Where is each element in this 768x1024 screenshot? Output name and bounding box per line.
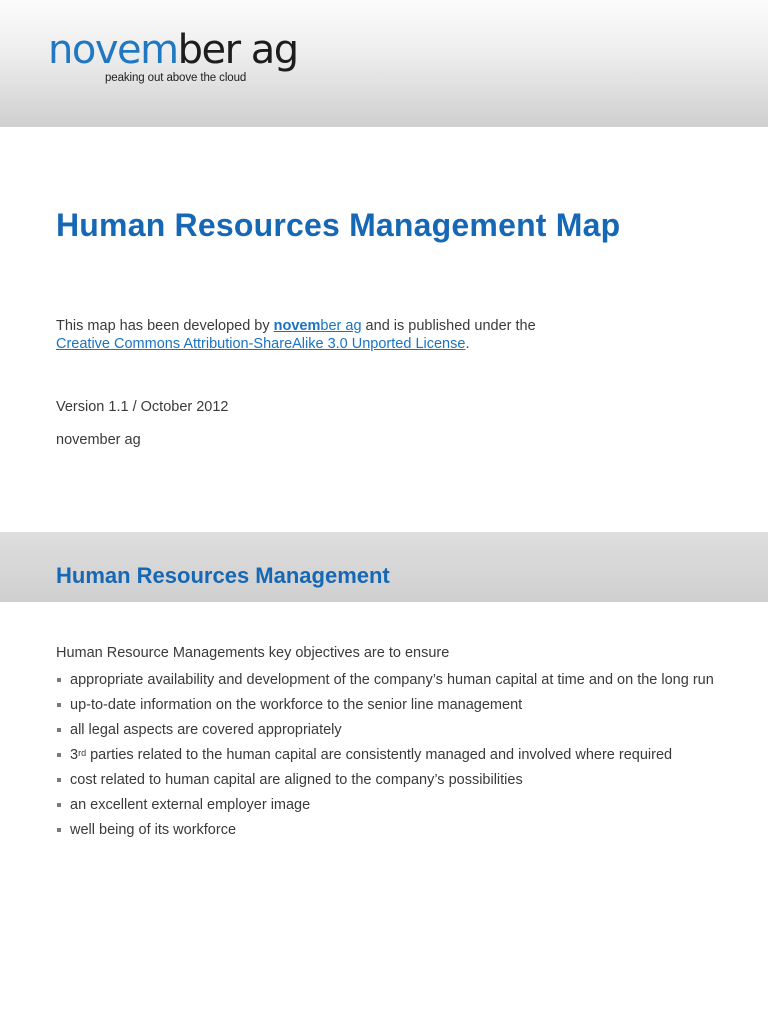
intro-paragraph — [56, 317, 736, 353]
section-title: Human Resources Management — [56, 563, 390, 588]
section-lead: Human Resource Managements key objectives are to ensure — [56, 645, 450, 661]
logo-wordmark — [48, 27, 298, 73]
list-item — [56, 671, 746, 689]
header-banner — [0, 0, 768, 127]
intro-suffix: and is published under the — [361, 318, 536, 334]
november-ag-link-rest: ber ag — [320, 318, 362, 334]
list-item-text: all legal aspects are covered appropriately — [70, 722, 342, 738]
list-item — [56, 721, 746, 739]
list-item — [56, 821, 746, 839]
list-item-text: cost related to human capital are aligned to the company’s possibilities — [70, 772, 523, 788]
list-item — [56, 746, 746, 764]
list-item — [56, 771, 746, 789]
intro-line-2 — [56, 335, 736, 353]
version-text: Version 1.1 / October 2012 — [56, 399, 229, 415]
list-item-text: well being of its workforce — [70, 822, 237, 838]
list-item — [56, 696, 746, 714]
logo-wordmark-dark: ber ag — [177, 27, 298, 73]
logo-wordmark-blue: novem — [48, 27, 178, 73]
intro-line-1 — [56, 317, 736, 335]
list-item-text: appropriate availability and development of the company’s human capital at time and on the long run — [70, 672, 714, 688]
intro-period: . — [465, 336, 470, 352]
list-item-text: parties related to the human capital are consistently managed and involved where required — [86, 747, 673, 763]
november-ag-link-bold: novem — [273, 318, 321, 334]
list-item-text: up-to-date information on the workforce to the senior line management — [70, 697, 523, 713]
author-text: november ag — [56, 432, 141, 448]
intro-prefix: This map has been developed by — [56, 318, 274, 334]
list-item-ordinal-suffix: rd — [78, 748, 87, 758]
list-item-text: an excellent external employer image — [70, 797, 311, 813]
page-title: Human Resources Management Map — [56, 207, 621, 243]
objectives-list — [56, 671, 746, 839]
logo-tagline: peaking out above the cloud — [105, 72, 247, 84]
license-link[interactable]: Creative Commons Attribution-ShareAlike 3.0 Unported License — [56, 336, 466, 352]
list-item-ordinal: 3 — [70, 747, 79, 763]
november-ag-link[interactable] — [274, 318, 362, 334]
november-ag-logo[interactable] — [48, 27, 298, 84]
list-item — [56, 796, 746, 814]
